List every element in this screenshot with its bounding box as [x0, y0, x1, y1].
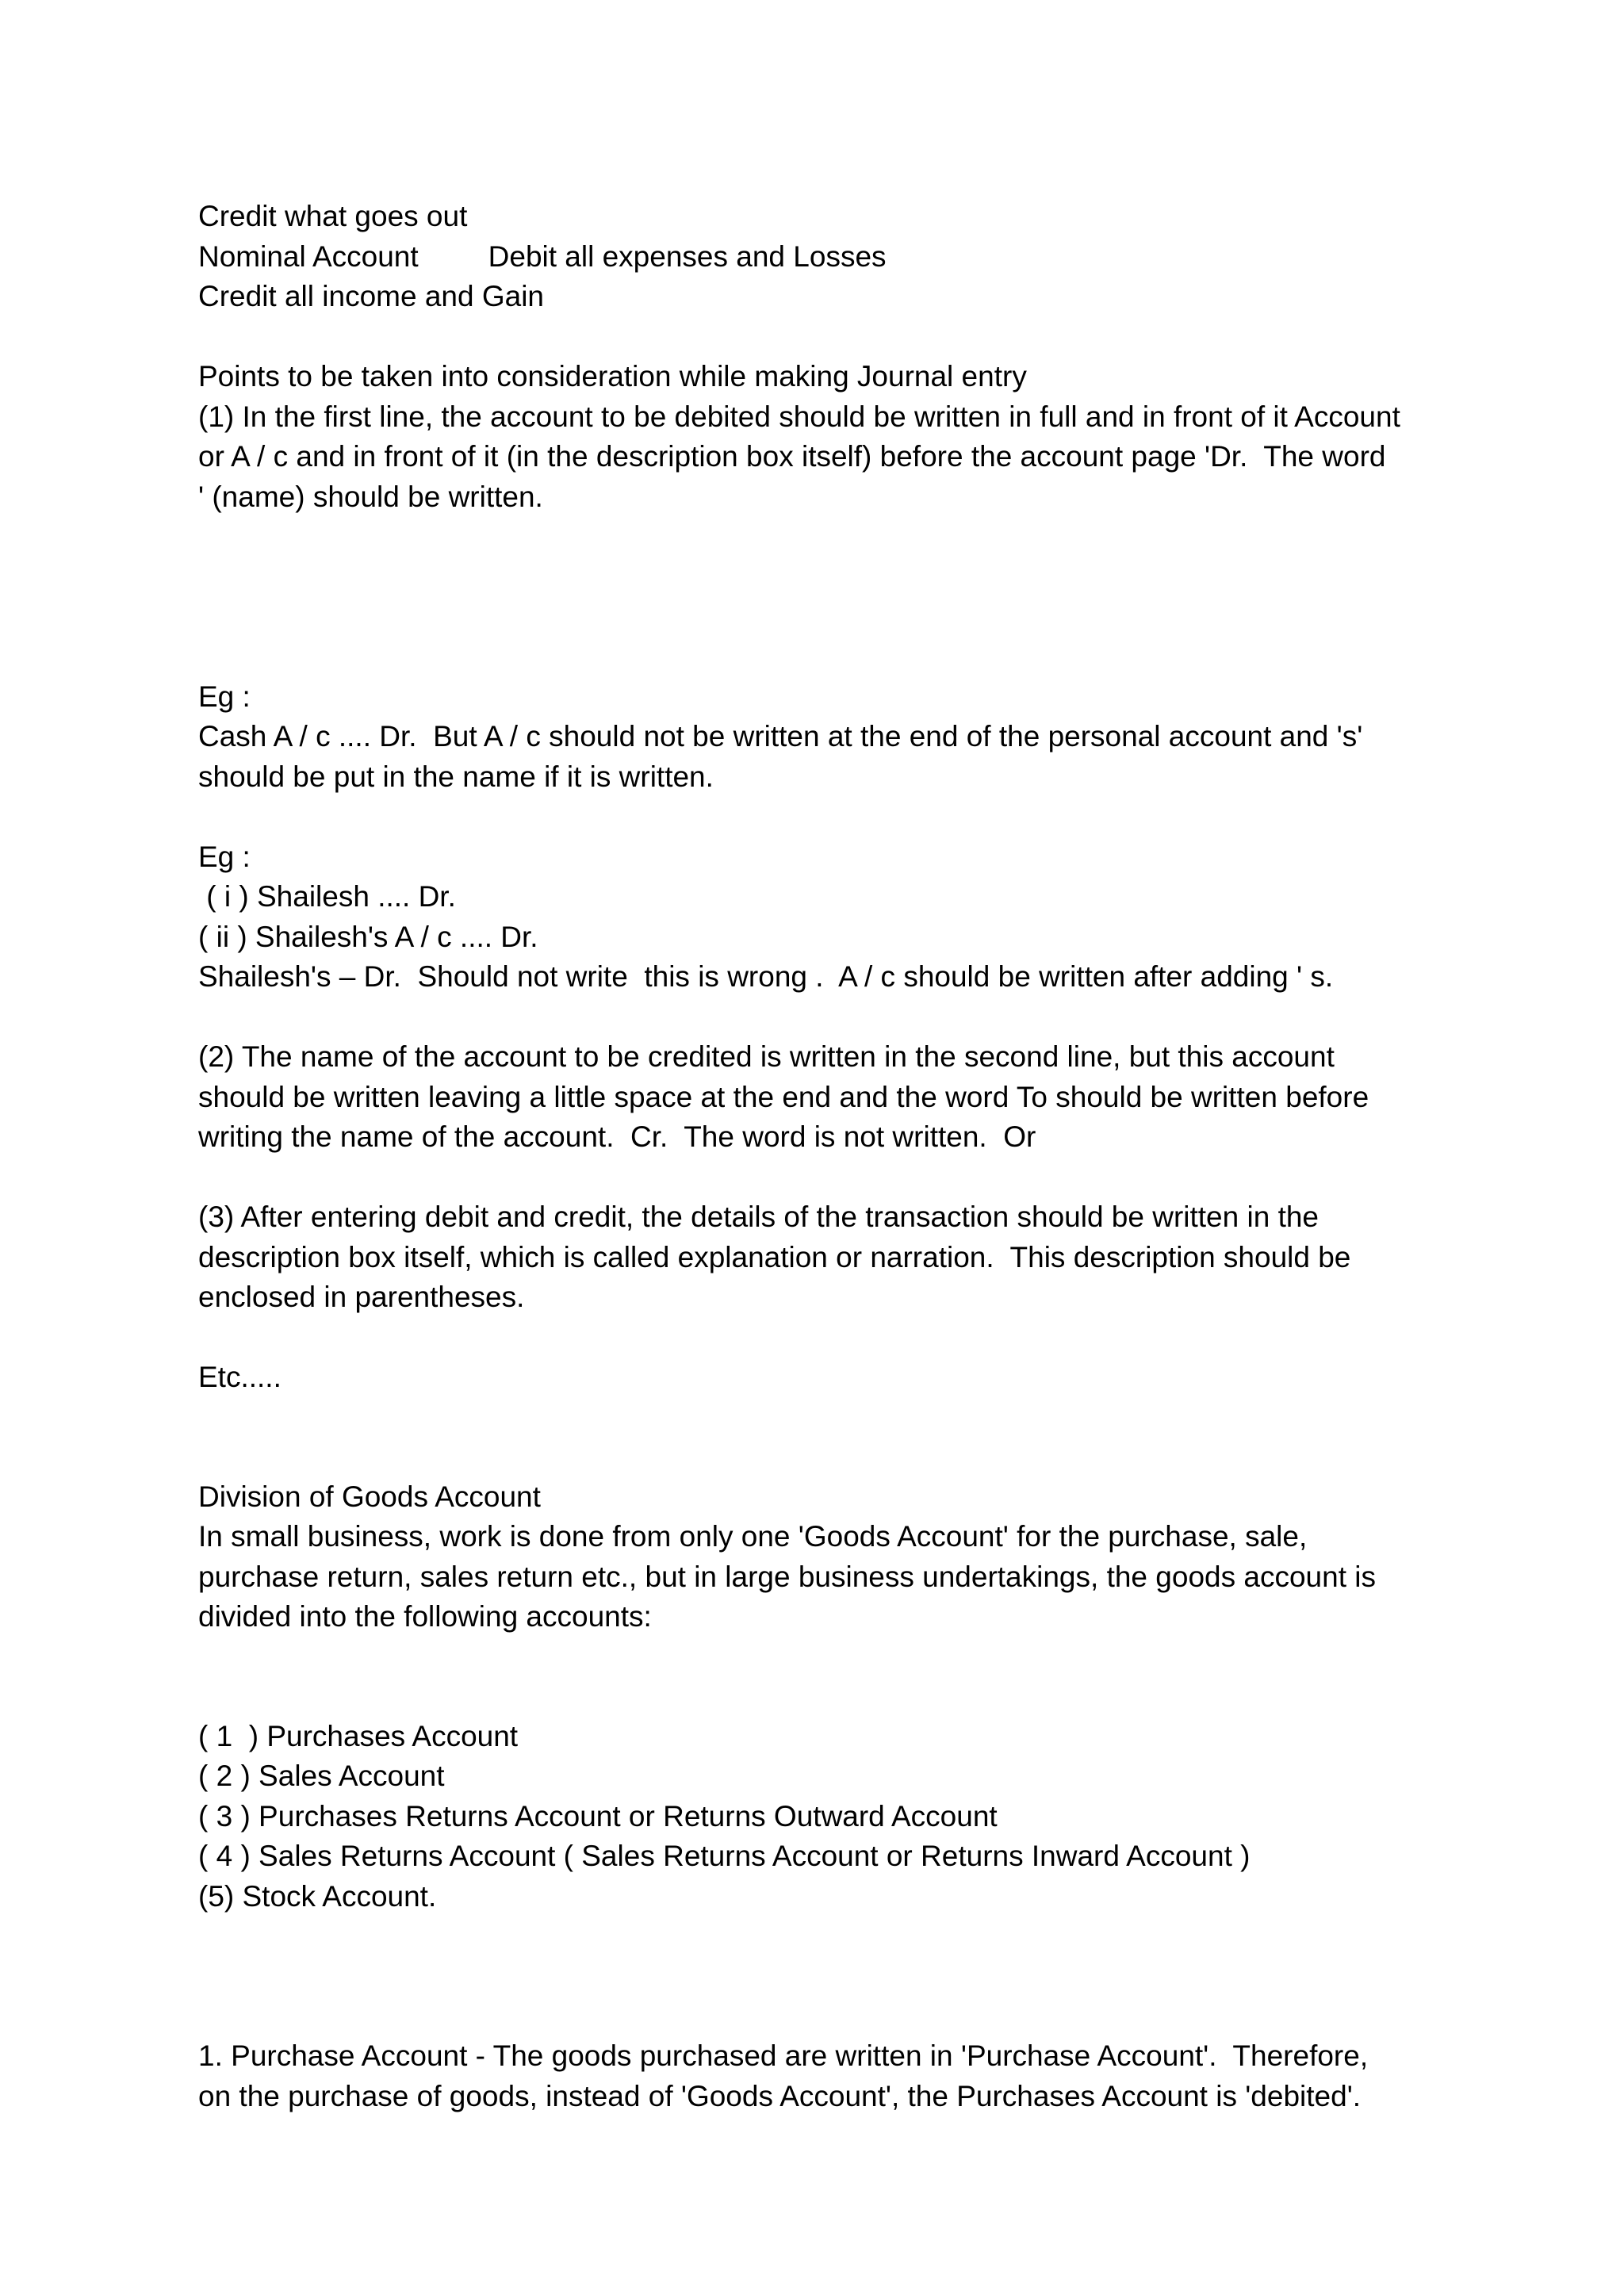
- text-line: ' (name) should be written.: [198, 480, 543, 513]
- list-item: ( 2 ) Sales Account: [198, 1760, 445, 1792]
- text-line: (2) The name of the account to be credited is written in the second line, but this account: [198, 1040, 1335, 1073]
- text-line: description box itself, which is called explanation or narration. This description should be: [198, 1240, 1351, 1273]
- list-item: ( 3 ) Purchases Returns Account or Returns Outward Account: [198, 1799, 998, 1833]
- section-heading: Division of Goods Account: [198, 1480, 541, 1513]
- text-line: enclosed in parentheses.: [198, 1281, 525, 1313]
- text-line: or A / c and in front of it (in the description box itself) before the account page 'Dr. The word: [198, 440, 1386, 473]
- blank-line: [198, 317, 1451, 358]
- text-line: Cash A / c .... Dr. But A / c should not be written at the end of the personal account and 's': [198, 720, 1363, 753]
- text-line: Credit what goes out: [198, 200, 468, 232]
- text-line: (3) After entering debit and credit, the details of the transaction should be written in the: [198, 1201, 1320, 1233]
- list-item: ( i ) Shailesh .... Dr.: [198, 880, 456, 913]
- text-line: 1. Purchase Account - The goods purchased are written in 'Purchase Account'. Therefore,: [198, 2039, 1369, 2072]
- blank-line: [198, 637, 1451, 677]
- text-line: Etc.....: [198, 1361, 282, 1393]
- text-line: (1) In the first line, the account to be debited should be written in full and in front of it Account: [198, 400, 1400, 433]
- example-label: Eg :: [198, 840, 251, 873]
- text-line: divided into the following accounts:: [198, 1600, 652, 1633]
- example-label: Eg :: [198, 680, 251, 713]
- text-line: [198, 237, 1451, 278]
- blank-line: [198, 797, 1451, 837]
- blank-space: [198, 1917, 1451, 2036]
- blank-space: [198, 517, 1451, 637]
- blank-space: [198, 1637, 1451, 1717]
- list-item: ( 4 ) Sales Returns Account ( Sales Returns Account or Returns Inward Account ): [198, 1840, 1251, 1872]
- blank-space: [198, 1398, 1451, 1477]
- text-line: In small business, work is done from only one 'Goods Account' for the purchase, sale,: [198, 1520, 1308, 1553]
- document-body: [198, 197, 1451, 2116]
- text-line: should be written leaving a little space at the end and the word To should be written before: [198, 1080, 1369, 1113]
- blank-line: [198, 1158, 1451, 1198]
- text-line: purchase return, sales return etc., but in large business undertakings, the goods account is: [198, 1560, 1376, 1593]
- text-line: on the purchase of goods, instead of 'Goods Account', the Purchases Account is 'debited'.: [198, 2079, 1362, 2112]
- list-item: ( 1 ) Purchases Account: [198, 1719, 519, 1752]
- text-line: writing the name of the account. Cr. The word is not written. Or: [198, 1120, 1036, 1153]
- text-line: should be put in the name if it is written.: [198, 760, 714, 793]
- blank-line: [198, 1318, 1451, 1358]
- text-line: Shailesh's – Dr. Should not write this is wrong . A / c should be written after adding ' s.: [198, 960, 1334, 993]
- section-heading: Points to be taken into consideration while making Journal entry: [198, 360, 1027, 393]
- nominal-account-rule: Debit all expenses and Losses: [488, 239, 887, 273]
- nominal-account-label: Nominal Account: [198, 239, 419, 273]
- blank-line: [198, 998, 1451, 1038]
- list-item: (5) Stock Account.: [198, 1879, 437, 1913]
- list-item: ( ii ) Shailesh's A / c .... Dr.: [198, 920, 538, 953]
- text-line: Credit all income and Gain: [198, 280, 544, 312]
